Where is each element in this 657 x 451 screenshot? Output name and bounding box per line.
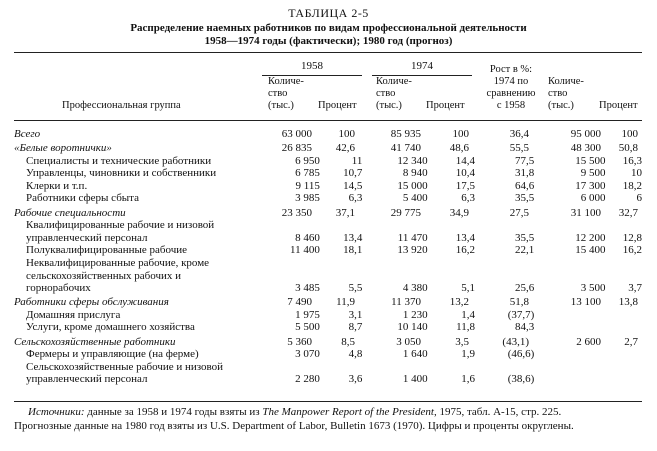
row-cell: 6 950 [295,154,320,167]
row-cell: 3,6 [348,373,363,386]
row-cell: 6 [636,192,643,205]
row-group-name: Специалисты и технические работники [26,154,212,167]
row-group-name: Клерки и т.п. [26,179,88,192]
row-cell: 84,3 [515,321,535,334]
table-row [14,142,646,155]
row-cell: 8 940 [402,167,428,180]
row-cell: 12,8 [622,231,643,244]
footnote-line-2: Прогнозные данные на 1980 год взяты из U.S. Department of Labor, Bulletin 1673 (1970). Цифры и проценты округлены. [14,420,574,432]
row-cell: 13,4 [455,231,475,244]
row-cell: 26 835 [281,142,312,155]
footnote-sources-label: Источники: [28,406,85,418]
row-cell: 55,5 [509,142,529,155]
row-cell: 12 200 [575,231,606,244]
table-caption [0,22,657,48]
row-cell: 14,4 [455,154,475,167]
row-cell: 95 000 [570,128,601,140]
row-cell: 22,1 [515,244,535,257]
table-row [14,244,646,257]
footnote [14,405,646,433]
row-group-name: «Белые воротнички» [14,142,112,155]
row-cell: 50,8 [618,142,638,155]
row-cell: (43,1) [502,335,529,348]
row-cell: 11 470 [397,231,428,244]
row-cell: 23 350 [281,206,312,219]
row-cell: 10 [631,167,643,180]
row-cell: 5,5 [348,282,363,295]
caption-line-1: Распределение наемных работников по видам профессиональной деятельности [130,22,527,34]
row-cell: 13,2 [449,296,469,309]
row-group-name: Всего [14,128,41,140]
row-cell: 11 370 [391,296,421,309]
row-cell: 31,8 [515,167,535,180]
row-cell: 1 230 [402,308,428,321]
row-cell: 10,4 [455,167,475,180]
row-cell: 12 340 [397,154,428,167]
row-cell: 13 920 [397,244,428,257]
row-cell: 34,9 [449,206,469,219]
row-cell: 4 380 [402,282,428,295]
bottom-rule [14,401,642,402]
row-cell: 6,3 [348,192,363,205]
row-cell: 8,7 [348,321,363,334]
row-cell: 14,5 [343,179,363,192]
table-row [14,180,646,193]
row-cell: 3 070 [295,348,320,361]
row-cell: 4,8 [348,348,363,361]
row-cell: 1,4 [461,308,475,321]
row-cell: 27,5 [509,206,529,219]
row-cell: 7 490 [287,296,312,309]
row-cell: 6,3 [461,192,475,205]
row-cell: 1 400 [402,373,428,386]
row-cell: 63 000 [281,128,312,140]
top-rule [14,52,642,53]
row-group-name: Сельскохозяйственные рабочие и низовой управленческий персонал [26,360,224,386]
row-cell: 13,8 [618,296,638,309]
row-cell: 1,9 [461,348,475,361]
row-group-name: Работники сферы обслуживания [14,296,169,309]
row-cell: 32,7 [618,206,638,219]
row-group-name: Сельскохозяйственные работники [14,335,176,348]
header-year-1958: 1958 [301,60,323,72]
row-cell: 64,6 [515,179,535,192]
row-cell: 6 785 [295,167,320,180]
row-cell: 77,5 [515,154,535,167]
row-cell: 35,5 [515,231,535,244]
table-row [14,309,646,322]
row-cell: 10 140 [397,321,428,334]
row-cell: 13,4 [343,231,363,244]
row-group-name: Работники сферы сбыта [26,192,140,205]
header-percent-1980: Процент [599,100,638,111]
row-cell: 3,1 [348,308,363,321]
row-cell: 51,8 [509,296,529,309]
row-cell: 18,1 [343,244,363,257]
header-rule [14,120,642,121]
row-cell: 18,2 [622,179,643,192]
row-cell: 41 740 [390,142,421,155]
table-row [14,219,646,244]
row-cell: 35,5 [515,192,535,205]
row-cell: 10,7 [343,167,363,180]
table-row [14,321,646,334]
header-count-1980: Количе- ство (тыс.) [548,76,584,111]
row-cell: 36,4 [509,128,529,140]
header-count-1958: Количе- ство (тыс.) [268,76,304,111]
row-cell: 31 100 [570,206,601,219]
row-cell: 48 300 [570,142,601,155]
row-group-name: Управленцы, чиновники и собственники [26,167,217,180]
row-group-name: Полуквалифицированные рабочие [26,244,188,257]
row-cell: 48,6 [449,142,469,155]
row-cell: 8 460 [295,231,320,244]
table-row [14,192,646,205]
row-cell: 2,7 [624,335,638,348]
row-cell: 5 360 [287,335,312,348]
row-cell: 16,2 [622,244,643,257]
row-cell: 15 400 [575,244,606,257]
table-row [14,336,646,349]
caption-line-2: 1958—1974 годы (фактически); 1980 год (прогноз) [204,35,453,47]
row-cell: 3 500 [580,282,606,295]
row-cell: 2 600 [576,335,601,348]
row-group-name: Неквалифицированные рабочие, кроме сельскохозяйственных рабочих и горнорабочих [26,256,210,295]
row-cell: 3,7 [628,282,643,295]
table-row [14,361,646,386]
row-group-name: Рабочие специальности [14,206,126,219]
header-group: Профессиональная группа [62,100,181,111]
row-cell: 17 300 [575,179,606,192]
table-row [14,296,646,309]
header-percent-1958: Процент [318,100,357,111]
row-cell: 3 485 [295,282,320,295]
row-cell: 11 [351,154,363,167]
row-cell: 100 [452,128,469,140]
row-cell: 42,6 [335,142,355,155]
footnote-source-title: The Manpower Report of the President [262,406,434,418]
row-cell: 9 115 [295,179,320,192]
row-cell: 1 975 [295,308,320,321]
row-cell: 29 775 [390,206,421,219]
row-cell: 100 [338,128,355,140]
table-row [14,348,646,361]
table-row [14,207,646,220]
row-cell: 11,8 [456,321,475,334]
row-cell: 11,9 [336,296,355,309]
row-cell: 16,3 [622,154,643,167]
table-row [14,128,646,141]
row-cell: 5 500 [295,321,320,334]
row-cell: 8,5 [341,335,355,348]
table-row [14,155,646,168]
header-growth: Рост в %: 1974 по сравнению с 1958 [486,64,536,111]
row-cell: 3,5 [455,335,469,348]
row-cell: 1,6 [461,373,475,386]
row-cell: 5 400 [402,192,428,205]
row-cell: 2 280 [295,373,320,386]
row-group-name: Квалифицированные рабочие и низовой управленческий персонал [26,219,215,244]
header-count-1974: Количе- ство (тыс.) [376,76,412,111]
row-cell: (46,6) [507,348,535,361]
header-percent-1974: Процент [426,100,465,111]
row-group-name: Услуги, кроме домашнего хозяйства [26,321,195,334]
row-cell: 15 000 [397,179,428,192]
row-cell: 85 935 [390,128,421,140]
row-cell: 5,1 [461,282,475,295]
row-cell: 17,5 [455,179,475,192]
row-group-name: Фермеры и управляющие (на ферме) [26,348,199,361]
row-cell: 1 640 [402,348,428,361]
row-cell: 25,6 [515,282,535,295]
table-label: ТАБЛИЦА 2-5 [288,6,369,20]
row-cell: 15 500 [575,154,606,167]
table-body [14,128,646,386]
table-row [14,167,646,180]
row-cell: (38,6) [507,373,535,386]
row-cell: 3 985 [295,192,320,205]
row-cell: 3 050 [396,335,421,348]
row-cell: 37,1 [335,206,355,219]
header-year-1974: 1974 [411,60,433,72]
row-cell: (37,7) [507,308,535,321]
row-group-name: Домашняя прислуга [26,308,121,321]
table-row [14,257,646,295]
row-cell: 100 [621,128,638,140]
row-cell: 13 100 [570,296,601,309]
row-cell: 6 000 [580,192,606,205]
row-cell: 11 400 [290,244,320,257]
footnote-line-1: Источники: данные за 1958 и 1974 годы взяты из The Manpower Report of the President, 1975, табл. А-15, стр. 225. [28,406,562,418]
row-cell: 16,2 [455,244,475,257]
row-cell: 9 500 [580,167,606,180]
